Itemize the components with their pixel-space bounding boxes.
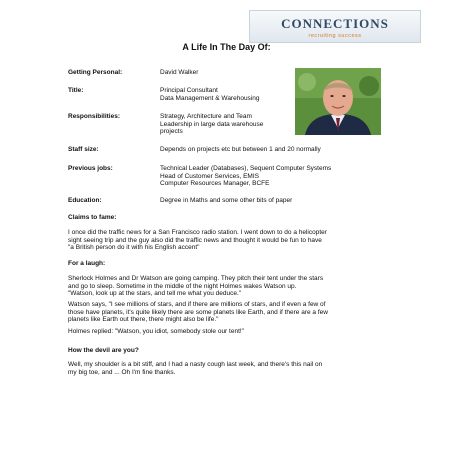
responsibilities-line: Leadership in large data warehouse [160, 120, 264, 128]
laugh-line: Watson says, "I see millions of stars, and if there are millions of stars, and if even a few of [68, 301, 326, 308]
previous-job-line: Head of Customer Services, EMIS [160, 172, 259, 180]
laugh-paragraph-3 [68, 328, 398, 336]
logo-name: CONNECTIONS [281, 16, 389, 31]
laugh-heading: For a laugh: [68, 260, 106, 267]
portrait-photo [295, 68, 381, 135]
portrait-image [295, 68, 381, 135]
responsibilities-line: projects [160, 128, 183, 136]
laugh-line: planets like Earth out there, there might also be life." [68, 316, 219, 324]
education-value [160, 197, 420, 205]
claims-line: "a British person do it with his English accent" [68, 244, 200, 252]
responsibilities-line: Strategy, Architecture and Team [160, 113, 252, 120]
company-logo [249, 10, 421, 43]
education-text: Degree in Maths and some other bits of paper [160, 197, 293, 204]
previous-job-line: Technical Leader (Databases), Sequent Computer Systems [160, 165, 332, 172]
photo-eye [330, 95, 333, 97]
logo-tagline: recruiting success [308, 33, 362, 39]
laugh-paragraph-1 [68, 275, 398, 298]
devil-heading: How the devil are you? [68, 347, 139, 354]
claims-heading: Claims to fame: [68, 214, 117, 221]
claims-line: sight seeing trip and the guy also did the traffic news and thought it would be fun to have [68, 236, 322, 244]
laugh-line: those have planets, it's quite likely there are some planets like Earth, and if there are a few [68, 308, 328, 316]
staff-size-value [160, 146, 420, 154]
laugh-line: and go to sleep. Sometime in the middle of the night Holmes wakes Watson up. [68, 282, 297, 290]
previous-jobs-value [160, 165, 420, 188]
laugh-line: Holmes replied: "Watson, you idiot, somebody stole our tent!" [68, 328, 244, 335]
staff-size-text: Depends on projects etc but between 1 and 20 normally [160, 146, 321, 153]
previous-job-line: Computer Resources Manager, BCFE [160, 180, 270, 188]
previous-jobs-label: Previous jobs: [68, 165, 113, 172]
getting-personal-text: David Walker [160, 69, 199, 76]
devil-line: my big toe, and ... Oh I'm fine thanks. [68, 368, 176, 376]
title-label: Title: [68, 87, 84, 94]
devil-paragraph [68, 361, 398, 376]
education-label: Education: [68, 197, 102, 204]
responsibilities-label: Responsibilities: [68, 113, 121, 120]
laugh-paragraph-2 [68, 301, 398, 324]
laugh-line: Sherlock Holmes and Dr Watson are going camping. They pitch their tent under the stars [68, 275, 324, 282]
staff-size-label: Staff size: [68, 146, 99, 153]
photo-foliage-blob [359, 76, 379, 96]
page-title: A Life In The Day Of: [182, 42, 271, 52]
laugh-line: "Watson, look up at the stars, and tell me what you deduce." [68, 290, 242, 298]
claims-paragraph [68, 229, 398, 252]
photo-foliage-blob [298, 73, 316, 91]
devil-line: Well, my shoulder is a bit stiff, and I had a nasty cough last week, and there's this nail on [68, 361, 323, 368]
claims-line: I once did the traffic news for a San Francisco radio station. I went down to do a helicopter [68, 229, 327, 236]
photo-eye [342, 95, 345, 97]
getting-personal-label: Getting Personal: [68, 69, 123, 76]
title-line: Principal Consultant [160, 87, 218, 94]
title-line: Data Management & Warehousing [160, 94, 260, 102]
